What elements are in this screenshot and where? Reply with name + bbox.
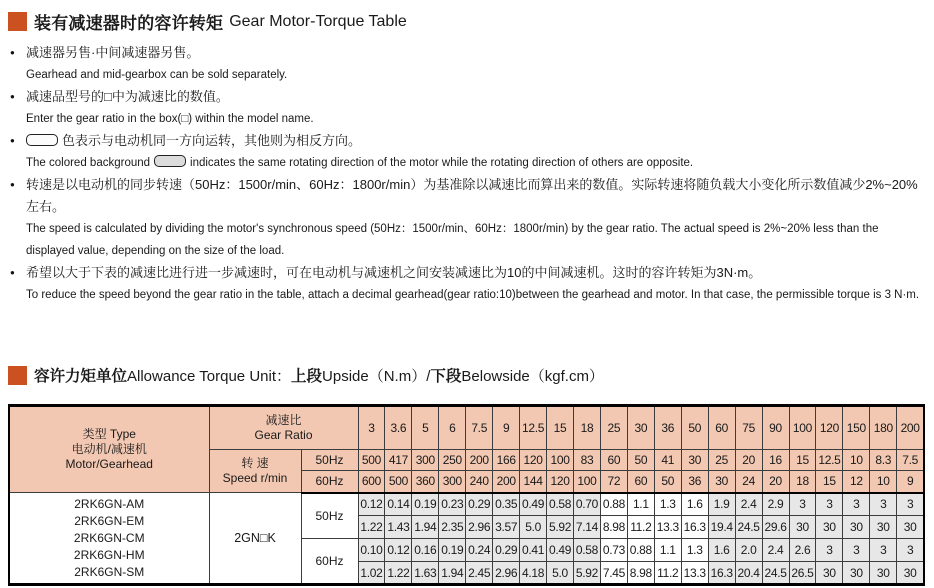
orange-square-icon xyxy=(8,12,27,31)
torque-60Hz-upside-75: 2.0 xyxy=(735,539,762,562)
note-cn: 减速器另售·中间减速器另售。 xyxy=(26,45,200,60)
torque-60Hz-belowside-200: 30 xyxy=(897,562,924,585)
torque-50Hz-belowside-180: 30 xyxy=(870,516,897,539)
torque-60Hz-belowside-50: 13.3 xyxy=(681,562,708,585)
speed-50hz-ratio-9: 166 xyxy=(493,450,520,471)
torque-60Hz-belowside-25: 7.45 xyxy=(600,562,627,585)
notes-list xyxy=(10,42,926,306)
motor-model: 2RK6GN-AM xyxy=(74,496,145,511)
torque-50Hz-belowside-90: 29.6 xyxy=(762,516,789,539)
speed-50hz-ratio-100: 15 xyxy=(789,450,816,471)
torque-50Hz-belowside-150: 30 xyxy=(843,516,870,539)
torque-60Hz-upside-9: 0.29 xyxy=(493,539,520,562)
torque-50Hz-belowside-75: 24.5 xyxy=(735,516,762,539)
gearhead-model-cell: 2GN□K xyxy=(209,493,301,585)
gear-motor-torque-table xyxy=(8,404,925,586)
torque-50Hz-belowside-25: 8.98 xyxy=(600,516,627,539)
note-decimal-gearhead xyxy=(10,262,926,306)
torque-60Hz-upside-30: 0.88 xyxy=(627,539,654,562)
torque-50Hz-belowside-60: 19.4 xyxy=(708,516,735,539)
speed-label-cn: 转 速 xyxy=(241,456,269,470)
gear-ratio-60: 60 xyxy=(708,406,735,450)
gear-ratio-25: 25 xyxy=(600,406,627,450)
gear-ratio-150: 150 xyxy=(843,406,870,450)
torque-50Hz-upside-100: 3 xyxy=(789,493,816,516)
speed-50hz-ratio-50: 30 xyxy=(681,450,708,471)
torque-60Hz-upside-3.6: 0.12 xyxy=(385,539,412,562)
gear-ratio-6: 6 xyxy=(439,406,466,450)
note-cn: 减速品型号的□中为减速比的数值。 xyxy=(26,89,229,104)
speed-60hz-ratio-18: 100 xyxy=(574,471,601,493)
torque-50Hz-upside-5: 0.19 xyxy=(412,493,439,516)
speed-50hz-ratio-150: 10 xyxy=(843,450,870,471)
note-en-post: indicates the same rotating direction of the motor while the rotating direction of others are opposite. xyxy=(190,157,694,169)
type-header-cell xyxy=(9,406,209,493)
gear-ratio-15: 15 xyxy=(547,406,574,450)
bullet-icon: ● xyxy=(10,180,15,189)
speed-50hz-ratio-7.5: 200 xyxy=(466,450,493,471)
torque-60Hz-belowside-180: 30 xyxy=(870,562,897,585)
torque-50Hz-belowside-7.5: 2.96 xyxy=(466,516,493,539)
torque-50Hz-upside-9: 0.35 xyxy=(493,493,520,516)
speed-60hz-ratio-7.5: 240 xyxy=(466,471,493,493)
torque-60Hz-belowside-36: 11.2 xyxy=(654,562,681,585)
torque-50Hz-upside-75: 2.4 xyxy=(735,493,762,516)
speed-60hz-ratio-120: 15 xyxy=(816,471,843,493)
torque-50Hz-belowside-36: 13.3 xyxy=(654,516,681,539)
torque-60Hz-upside-36: 1.1 xyxy=(654,539,681,562)
gear-ratio-36: 36 xyxy=(654,406,681,450)
torque-50Hz-upside-18: 0.70 xyxy=(574,493,601,516)
freq-cell-50hz: 50Hz xyxy=(301,493,358,539)
speed-50hz-ratio-30: 50 xyxy=(627,450,654,471)
unit-upside-en: Upside（N.m）/ xyxy=(322,367,431,385)
speed-50hz-ratio-90: 16 xyxy=(762,450,789,471)
speed-60hz-ratio-30: 60 xyxy=(627,471,654,493)
torque-50Hz-belowside-100: 30 xyxy=(789,516,816,539)
gear-ratio-7.5: 7.5 xyxy=(466,406,493,450)
torque-50Hz-belowside-200: 30 xyxy=(897,516,924,539)
note-en-pre: The colored background xyxy=(26,157,151,169)
torque-60Hz-belowside-9: 2.96 xyxy=(493,562,520,585)
gear-ratio-9: 9 xyxy=(493,406,520,450)
torque-60Hz-upside-50: 1.3 xyxy=(681,539,708,562)
torque-50Hz-belowside-12.5: 5.0 xyxy=(520,516,547,539)
torque-50Hz-belowside-9: 3.57 xyxy=(493,516,520,539)
speed-60hz-ratio-36: 50 xyxy=(654,471,681,493)
torque-50Hz-belowside-15: 5.92 xyxy=(547,516,574,539)
gear-ratio-3: 3 xyxy=(358,406,385,450)
motor-model: 2RK6GN-CM xyxy=(73,530,145,545)
speed-50hz-ratio-5: 300 xyxy=(412,450,439,471)
speed-60hz-ratio-200: 9 xyxy=(897,471,924,493)
speed-60hz-ratio-3.6: 500 xyxy=(385,471,412,493)
speed-50hz-ratio-200: 7.5 xyxy=(897,450,924,471)
torque-50Hz-upside-150: 3 xyxy=(843,493,870,516)
speed-60hz-ratio-180: 10 xyxy=(870,471,897,493)
torque-unit-heading xyxy=(8,364,604,386)
note-cn: 希望以大于下表的减速比进行进一步减速时，可在电动机与减速机之间安装减速比为10的中间减速机。这时的容许转矩为3N·m。 xyxy=(26,265,762,280)
speed-60hz-ratio-12.5: 144 xyxy=(520,471,547,493)
torque-60Hz-upside-100: 2.6 xyxy=(789,539,816,562)
torque-60Hz-upside-25: 0.73 xyxy=(600,539,627,562)
gear-ratio-label-en: Gear Ratio xyxy=(254,428,313,442)
torque-50Hz-upside-120: 3 xyxy=(816,493,843,516)
hz50-header-cell: 50Hz xyxy=(301,450,358,471)
torque-60Hz-belowside-120: 30 xyxy=(816,562,843,585)
note-cn: 转速是以电动机的同步转速（50Hz：1500r/min、60Hz：1800r/min）为基准除以减速比而算出来的数值。实际转速将随负载大小变化所示数值减少2%~20%左右。 xyxy=(26,177,918,214)
motor-model: 2RK6GN-SM xyxy=(74,564,145,579)
speed-60hz-ratio-50: 36 xyxy=(681,471,708,493)
torque-60Hz-upside-5: 0.16 xyxy=(412,539,439,562)
torque-50Hz-belowside-5: 1.94 xyxy=(412,516,439,539)
page-title-en: Gear Motor-Torque Table xyxy=(229,12,407,30)
bullet-icon: ● xyxy=(10,48,15,57)
speed-60hz-ratio-5: 360 xyxy=(412,471,439,493)
bullet-icon: ● xyxy=(10,136,15,145)
torque-60Hz-belowside-90: 24.5 xyxy=(762,562,789,585)
type-label-line3: Motor/Gearhead xyxy=(65,457,153,471)
speed-60hz-ratio-60: 30 xyxy=(708,471,735,493)
torque-50Hz-upside-90: 2.9 xyxy=(762,493,789,516)
torque-60Hz-belowside-3.6: 1.22 xyxy=(385,562,412,585)
torque-60Hz-upside-120: 3 xyxy=(816,539,843,562)
page-title-cn: 装有减速器时的容许转矩 xyxy=(34,14,224,33)
torque-50Hz-upside-200: 3 xyxy=(897,493,924,516)
speed-50hz-ratio-120: 12.5 xyxy=(816,450,843,471)
torque-60Hz-belowside-60: 16.3 xyxy=(708,562,735,585)
unit-belowside-cn: 下段 xyxy=(430,368,462,385)
torque-60Hz-belowside-18: 5.92 xyxy=(574,562,601,585)
torque-60Hz-upside-180: 3 xyxy=(870,539,897,562)
note-speed-calculation xyxy=(10,174,926,262)
torque-50Hz-upside-50: 1.6 xyxy=(681,493,708,516)
torque-60Hz-belowside-6: 1.94 xyxy=(439,562,466,585)
color-swatch-icon xyxy=(154,155,186,167)
torque-60Hz-upside-3: 0.10 xyxy=(358,539,385,562)
gear-ratio-5: 5 xyxy=(412,406,439,450)
torque-60Hz-upside-150: 3 xyxy=(843,539,870,562)
torque-60Hz-upside-7.5: 0.24 xyxy=(466,539,493,562)
torque-50Hz-belowside-50: 16.3 xyxy=(681,516,708,539)
freq-cell-60hz: 60Hz xyxy=(301,539,358,585)
torque-50Hz-upside-60: 1.9 xyxy=(708,493,735,516)
speed-50hz-ratio-3.6: 417 xyxy=(385,450,412,471)
torque-50Hz-belowside-30: 11.2 xyxy=(627,516,654,539)
speed-header-cell xyxy=(209,450,301,493)
speed-50hz-ratio-25: 60 xyxy=(600,450,627,471)
gear-ratio-100: 100 xyxy=(789,406,816,450)
type-label-line2: 电动机/减速机 xyxy=(71,442,147,456)
hz60-header-cell: 60Hz xyxy=(301,471,358,493)
torque-60Hz-upside-12.5: 0.41 xyxy=(520,539,547,562)
gear-ratio-75: 75 xyxy=(735,406,762,450)
note-en: Gearhead and mid-gearbox can be sold separately. xyxy=(26,69,288,81)
torque-60Hz-upside-200: 3 xyxy=(897,539,924,562)
note-gear-ratio-box xyxy=(10,86,926,130)
unit-heading-en: Allowance Torque Unit： xyxy=(127,367,291,385)
motor-model: 2RK6GN-HM xyxy=(73,547,145,562)
motor-model: 2RK6GN-EM xyxy=(74,513,145,528)
note-en: The speed is calculated by dividing the motor's synchronous speed (50Hz：1500r/min、60Hz：1800r/min) by the gear ratio. The actual speed is 2%~20% less than the displayed value, depending on the size of the load. xyxy=(26,223,879,257)
gear-ratio-120: 120 xyxy=(816,406,843,450)
gear-ratio-30: 30 xyxy=(627,406,654,450)
unit-heading-cn: 容许力矩单位 xyxy=(34,368,128,385)
unit-upside-cn: 上段 xyxy=(291,368,323,385)
torque-50Hz-upside-36: 1.3 xyxy=(654,493,681,516)
type-label-line1: 类型 Type xyxy=(82,427,136,441)
gear-ratio-200: 200 xyxy=(897,406,924,450)
speed-50hz-ratio-3: 500 xyxy=(358,450,385,471)
torque-60Hz-belowside-7.5: 2.45 xyxy=(466,562,493,585)
gear-ratio-180: 180 xyxy=(870,406,897,450)
torque-60Hz-belowside-12.5: 4.18 xyxy=(520,562,547,585)
torque-60Hz-belowside-3: 1.02 xyxy=(358,562,385,585)
torque-60Hz-upside-18: 0.58 xyxy=(574,539,601,562)
torque-50Hz-upside-12.5: 0.49 xyxy=(520,493,547,516)
torque-60Hz-belowside-5: 1.63 xyxy=(412,562,439,585)
torque-50Hz-upside-25: 0.88 xyxy=(600,493,627,516)
bullet-icon: ● xyxy=(10,268,15,277)
gear-ratio-label-cn: 减速比 xyxy=(265,413,302,427)
torque-60Hz-upside-15: 0.49 xyxy=(547,539,574,562)
speed-50hz-ratio-18: 83 xyxy=(574,450,601,471)
speed-50hz-ratio-75: 20 xyxy=(735,450,762,471)
torque-50Hz-belowside-18: 7.14 xyxy=(574,516,601,539)
gear-ratio-header-cell xyxy=(209,406,358,450)
torque-60Hz-upside-60: 1.6 xyxy=(708,539,735,562)
speed-60hz-ratio-3: 600 xyxy=(358,471,385,493)
note-cn: 色表示与电动机同一方向运转，其他则为相反方向。 xyxy=(62,133,362,148)
note-colored-background xyxy=(10,130,926,174)
torque-50Hz-upside-3.6: 0.14 xyxy=(385,493,412,516)
orange-square-icon xyxy=(8,366,27,385)
torque-50Hz-upside-7.5: 0.29 xyxy=(466,493,493,516)
torque-60Hz-upside-90: 2.4 xyxy=(762,539,789,562)
speed-60hz-ratio-90: 20 xyxy=(762,471,789,493)
torque-60Hz-belowside-150: 30 xyxy=(843,562,870,585)
torque-50Hz-upside-15: 0.58 xyxy=(547,493,574,516)
speed-50hz-ratio-6: 250 xyxy=(439,450,466,471)
note-en: To reduce the speed beyond the gear ratio in the table, attach a decimal gearhead(gear ratio:10)between the gearhead and motor. In that case, the permissible torque is 3 N·m. xyxy=(26,289,920,301)
speed-50hz-ratio-12.5: 120 xyxy=(520,450,547,471)
speed-50hz-ratio-36: 41 xyxy=(654,450,681,471)
speed-60hz-ratio-15: 120 xyxy=(547,471,574,493)
torque-60Hz-upside-6: 0.19 xyxy=(439,539,466,562)
torque-50Hz-belowside-3.6: 1.43 xyxy=(385,516,412,539)
torque-50Hz-belowside-6: 2.35 xyxy=(439,516,466,539)
speed-label-en: Speed r/min xyxy=(222,471,288,485)
bullet-icon: ● xyxy=(10,92,15,101)
torque-50Hz-upside-30: 1.1 xyxy=(627,493,654,516)
speed-50hz-ratio-60: 25 xyxy=(708,450,735,471)
speed-60hz-ratio-6: 300 xyxy=(439,471,466,493)
note-gearhead-sold-separately xyxy=(10,42,926,86)
gear-ratio-50: 50 xyxy=(681,406,708,450)
unit-belowside-en: Belowside（kgf.cm） xyxy=(461,367,604,385)
torque-60Hz-belowside-100: 26.5 xyxy=(789,562,816,585)
speed-60hz-ratio-25: 72 xyxy=(600,471,627,493)
speed-50hz-ratio-15: 100 xyxy=(547,450,574,471)
torque-50Hz-belowside-3: 1.22 xyxy=(358,516,385,539)
torque-60Hz-belowside-15: 5.0 xyxy=(547,562,574,585)
note-en: Enter the gear ratio in the box(□) within the model name. xyxy=(26,113,314,125)
torque-50Hz-upside-3: 0.12 xyxy=(358,493,385,516)
speed-60hz-ratio-9: 200 xyxy=(493,471,520,493)
gear-ratio-90: 90 xyxy=(762,406,789,450)
speed-60hz-ratio-150: 12 xyxy=(843,471,870,493)
torque-50Hz-upside-6: 0.23 xyxy=(439,493,466,516)
torque-60Hz-belowside-75: 20.4 xyxy=(735,562,762,585)
speed-50hz-ratio-180: 8.3 xyxy=(870,450,897,471)
speed-60hz-ratio-100: 18 xyxy=(789,471,816,493)
gear-ratio-18: 18 xyxy=(574,406,601,450)
gear-ratio-3.6: 3.6 xyxy=(385,406,412,450)
gear-ratio-12.5: 12.5 xyxy=(520,406,547,450)
color-swatch-icon xyxy=(26,134,58,146)
page-title xyxy=(8,9,407,34)
torque-50Hz-belowside-120: 30 xyxy=(816,516,843,539)
speed-60hz-ratio-75: 24 xyxy=(735,471,762,493)
torque-60Hz-belowside-30: 8.98 xyxy=(627,562,654,585)
torque-50Hz-upside-180: 3 xyxy=(870,493,897,516)
motor-models-cell xyxy=(9,493,209,585)
